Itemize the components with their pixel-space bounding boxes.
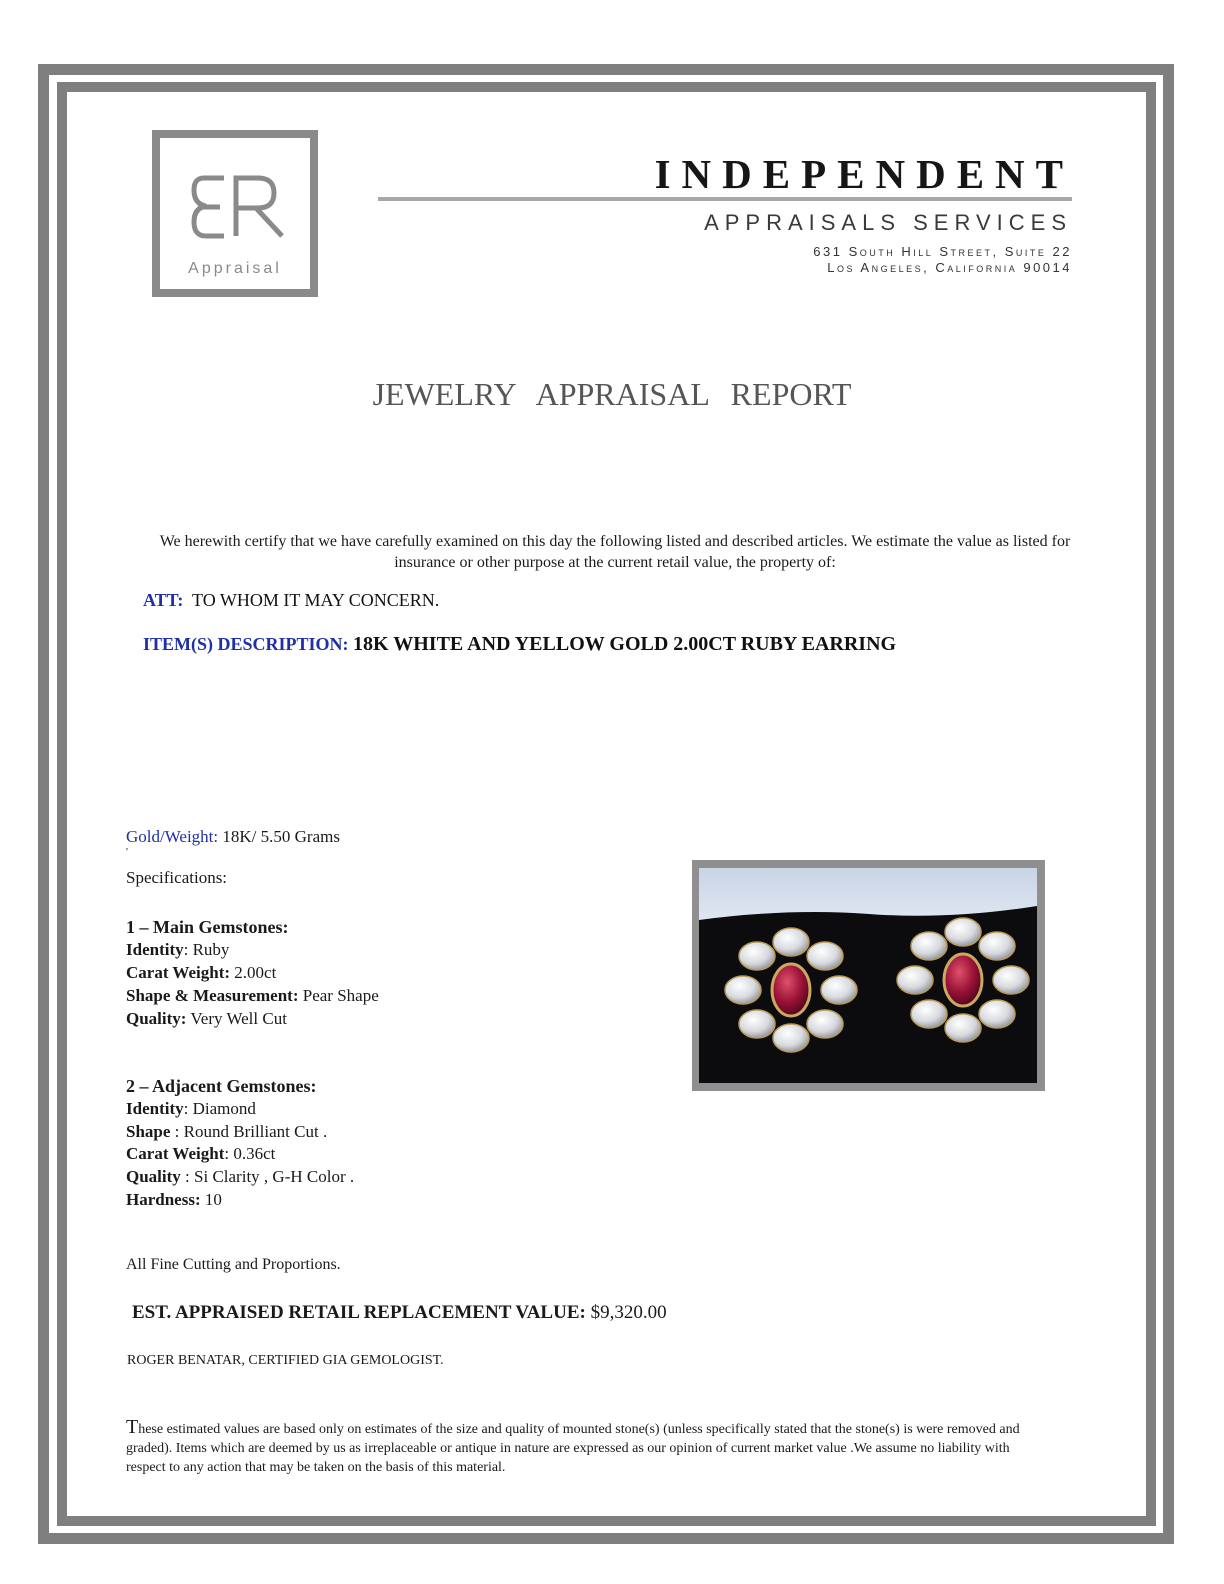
main-carat-label: Carat Weight:	[126, 963, 231, 982]
er-monogram-icon	[190, 172, 290, 252]
address-line-1: 631 South Hill Street, Suite 22	[813, 244, 1072, 259]
ruby-earring-photo	[699, 868, 1037, 1083]
appraisal-logo	[152, 130, 318, 297]
address-line-2: Los Angeles, California 90014	[827, 260, 1072, 275]
adj-shape-value: : Round Brilliant Cut .	[170, 1122, 328, 1141]
certification-text: We herewith certify that we have carefully examined on this day the following listed and described articles. We estimate the value as listed for insurance or other purpose at the current retail value, the property of:	[159, 533, 1071, 571]
gemologist-signature: ROGER BENATAR, CERTIFIED GIA GEMOLOGIST.	[127, 1353, 444, 1368]
item-description	[143, 633, 896, 656]
adj-shape-line	[126, 1122, 327, 1142]
disclaimer-body: hese estimated values are based only on estimates of the size and quality of mounted stone(s) (unless specifically stated that the stone(s) is were removed and graded). Items which are deemed by us as irreplaceable or antique in nature are expressed as our opinion of current market value .We assume no liability with respect to any action that may be taken on the basis of this material.	[126, 1422, 1020, 1475]
main-quality-label: Quality:	[126, 1009, 187, 1028]
adj-quality-line	[126, 1167, 354, 1187]
adj-carat-value: : 0.36ct	[224, 1144, 276, 1163]
left-earring	[725, 928, 857, 1052]
cutting-note: All Fine Cutting and Proportions.	[126, 1256, 341, 1273]
main-gemstones-heading: 1 – Main Gemstones:	[126, 917, 289, 937]
adjacent-gemstones-heading: 2 – Adjacent Gemstones:	[126, 1076, 317, 1096]
brand-subtitle: APPRAISALS SERVICES	[704, 210, 1072, 235]
item-label: ITEM(S) DESCRIPTION:	[143, 634, 349, 654]
main-identity-value: : Ruby	[183, 940, 230, 959]
att-label: ATT:	[143, 590, 184, 610]
adj-carat-line	[126, 1144, 275, 1164]
main-identity-line	[126, 940, 229, 960]
main-shape-label: Shape & Measurement:	[126, 986, 299, 1005]
main-carat-value: 2.00ct	[230, 963, 277, 982]
main-quality-line	[126, 1009, 287, 1029]
appraised-value-label: EST. APPRAISED RETAIL REPLACEMENT VALUE:	[132, 1302, 586, 1323]
adj-hardness-label: Hardness:	[126, 1190, 201, 1209]
att-line	[143, 590, 439, 611]
adj-quality-value: : Si Clarity , G-H Color .	[180, 1167, 355, 1186]
appraised-value-line	[132, 1302, 667, 1324]
earring-photo-frame	[692, 860, 1045, 1091]
adj-identity-value: : Diamond	[183, 1099, 256, 1118]
main-carat-line	[126, 963, 276, 983]
specifications-label: Specifications:	[126, 868, 228, 887]
adj-carat-label: Carat Weight	[126, 1144, 225, 1163]
stray-mark: '	[126, 846, 128, 858]
adj-identity-line	[126, 1099, 256, 1119]
gold-weight-label: Gold/Weight:	[126, 827, 219, 846]
main-shape-value: Pear Shape	[298, 986, 379, 1005]
right-earring	[897, 918, 1029, 1042]
appraised-value-amount: $9,320.00	[585, 1302, 667, 1323]
disclaimer-initial: T	[126, 1416, 139, 1438]
adj-hardness-value: 10	[200, 1190, 222, 1209]
adj-hardness-line	[126, 1190, 222, 1210]
main-shape-line	[126, 986, 379, 1006]
main-identity-label: Identity	[126, 940, 184, 959]
report-title: JEWELRY APPRAISAL REPORT	[372, 376, 852, 412]
logo-caption: Appraisal	[188, 260, 282, 277]
gold-weight-value: 18K/ 5.50 Grams	[222, 827, 340, 846]
adj-quality-label: Quality	[126, 1167, 181, 1186]
att-value: TO WHOM IT MAY CONCERN.	[192, 590, 440, 610]
gold-weight-line	[126, 827, 340, 847]
adj-identity-label: Identity	[126, 1099, 184, 1118]
item-value: 18K WHITE AND YELLOW GOLD 2.00CT RUBY EARRING	[353, 633, 897, 655]
main-quality-value: Very Well Cut	[186, 1009, 287, 1028]
adj-shape-label: Shape	[126, 1122, 171, 1141]
brand-title: INDEPENDENT	[654, 151, 1074, 197]
disclaimer-text	[126, 1418, 1026, 1477]
